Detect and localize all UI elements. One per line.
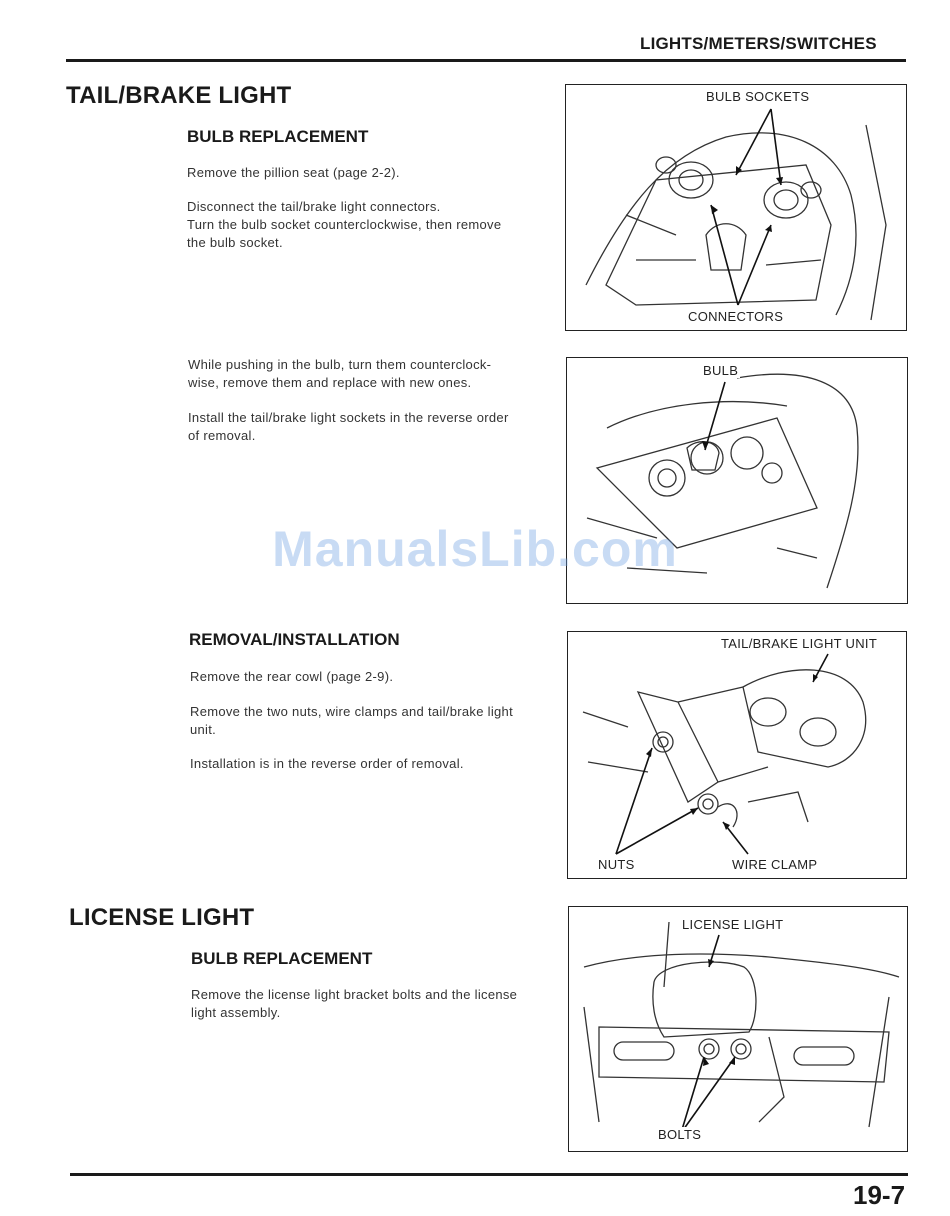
step-remove-bracket-line1: Remove the license light bracket bolts and the license bbox=[191, 987, 518, 1002]
step-install-line2: of removal. bbox=[188, 428, 256, 443]
bulb-replacement-subtitle: BULB REPLACEMENT bbox=[187, 127, 369, 146]
label-connectors: CONNECTORS bbox=[688, 309, 784, 324]
figure-tail-brake-light-unit-drawing bbox=[568, 632, 906, 878]
step-push-bulb-line1: While pushing in the bulb, turn them counterclock- bbox=[188, 357, 492, 372]
step-installation-reverse: Installation is in the reverse order of removal. bbox=[190, 756, 464, 771]
figure-license-light-drawing bbox=[569, 907, 907, 1151]
manualslib-watermark: ManualsLib.com bbox=[272, 521, 678, 577]
label-tail-brake-light-unit: TAIL/BRAKE LIGHT UNIT bbox=[721, 636, 878, 651]
license-light-title: LICENSE LIGHT bbox=[69, 904, 255, 931]
step-remove-pillion: Remove the pillion seat (page 2-2). bbox=[187, 165, 400, 180]
header-rule bbox=[66, 59, 906, 62]
footer-rule bbox=[70, 1173, 908, 1176]
step-install-line1: Install the tail/brake light sockets in the reverse order bbox=[188, 410, 509, 425]
step-disconnect-line2: Turn the bulb socket counterclockwise, then remove bbox=[187, 217, 502, 232]
label-nuts: NUTS bbox=[598, 857, 635, 872]
step-remove-bracket-line2: light assembly. bbox=[191, 1005, 281, 1020]
step-remove-cowl: Remove the rear cowl (page 2-9). bbox=[190, 669, 394, 684]
label-license-light: LICENSE LIGHT bbox=[682, 917, 784, 932]
label-bulb-sockets: BULB SOCKETS bbox=[706, 89, 810, 104]
figure-tail-brake-light-unit bbox=[567, 631, 907, 879]
step-disconnect-line1: Disconnect the tail/brake light connectors. bbox=[187, 199, 441, 214]
step-remove-nuts-line2: unit. bbox=[190, 722, 217, 737]
step-push-bulb-line2: wise, remove them and replace with new ones. bbox=[188, 375, 472, 390]
step-remove-nuts-line1: Remove the two nuts, wire clamps and tail/brake light bbox=[190, 704, 513, 719]
label-wire-clamp: WIRE CLAMP bbox=[732, 857, 818, 872]
tail-brake-light-title: TAIL/BRAKE LIGHT bbox=[66, 82, 292, 109]
figure-bulb-sockets-drawing bbox=[566, 85, 906, 330]
label-bolts: BOLTS bbox=[658, 1127, 702, 1142]
figure-license-light bbox=[568, 906, 908, 1152]
removal-installation-subtitle: REMOVAL/INSTALLATION bbox=[189, 630, 400, 649]
step-disconnect-line3: the bulb socket. bbox=[187, 235, 283, 250]
label-bulb: BULB bbox=[703, 363, 739, 378]
section-header: LIGHTS/METERS/SWITCHES bbox=[640, 34, 877, 53]
page-number: 19-7 bbox=[853, 1180, 906, 1210]
figure-bulb-sockets bbox=[565, 84, 907, 331]
license-bulb-replacement-subtitle: BULB REPLACEMENT bbox=[191, 949, 373, 968]
